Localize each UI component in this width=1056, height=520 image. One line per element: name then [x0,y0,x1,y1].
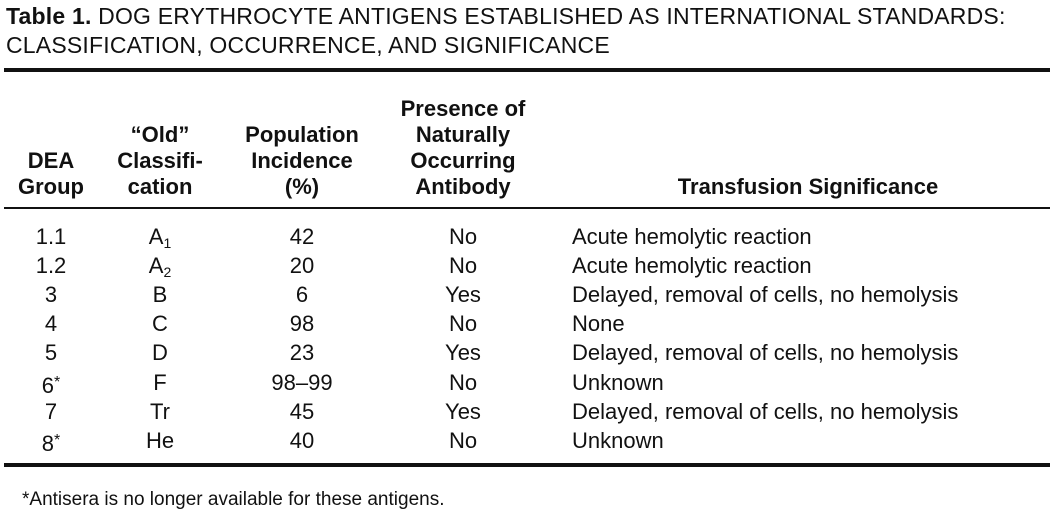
cell-population-incidence: 20 [289,253,315,279]
dea-group-value: 7 [44,398,58,424]
table-row [0,224,1056,250]
cell-old-classification [104,311,216,337]
dea-group-value: 1.2 [35,253,67,279]
dea-group-value: 1.1 [35,224,67,249]
cell-population-incidence: 98 [289,311,315,337]
cell-dea-group [8,311,94,337]
cell-population-incidence: 42 [289,224,315,249]
cell-old-classification [104,370,216,396]
table-row [0,399,1056,425]
cell-old-classification [104,253,216,285]
cell-population-incidence: 6 [295,282,309,308]
old-classification-subscript: 1 [163,235,172,251]
dea-group-value: 5 [44,340,58,366]
table-row [0,340,1056,366]
table-row [0,428,1056,454]
cell-naturally-occurring-antibody: No [448,427,478,453]
table-row [0,370,1056,396]
header-line: Naturally [415,122,511,147]
table-row [0,253,1056,279]
header-transfusion-significance [570,74,1046,200]
cell-dea-group [8,253,94,279]
cell-old-classification [104,399,216,425]
table-top-rule [4,68,1050,72]
old-classification-value: A [148,224,164,249]
table-caption-text: DOG ERYTHROCYTE ANTIGENS ESTABLISHED AS INTERNATIONAL STANDARDS: CLASSIFICATION, OCCURRENCE, AND SIGNIFICANCE [6,3,1006,58]
cell-old-classification [104,224,216,256]
header-old-classification [104,74,216,200]
header-naturally-occurring-antibody [384,74,542,200]
dea-group-value: 3 [44,282,58,308]
footnote-marker: * [54,431,61,449]
table-bottom-rule [4,463,1050,467]
old-classification-value: Tr [150,398,170,424]
old-classification-value: F [153,369,167,395]
header-line: Group [18,174,84,199]
cell-population-incidence: 40 [289,427,315,453]
old-classification-value: B [152,282,168,308]
old-classification-value: D [152,340,168,366]
header-line: Antibody [415,174,511,199]
cell-naturally-occurring-antibody: No [448,253,478,279]
cell-naturally-occurring-antibody: No [448,311,478,337]
header-line: cation [127,174,193,199]
header-population-incidence [226,74,378,200]
cell-dea-group [8,340,94,366]
header-line: Transfusion Significance [677,174,939,199]
cell-population-incidence: 45 [289,398,315,424]
cell-transfusion-significance: None [572,311,625,337]
header-line: Occurring [410,148,516,173]
header-line: Presence of [400,96,526,121]
footnote-marker: * [54,373,61,391]
header-line: Classifi- [117,148,203,173]
cell-old-classification [104,340,216,366]
cell-dea-group [8,428,94,457]
header-line: (%) [284,174,320,199]
header-line: Population [245,122,359,147]
old-classification-value: C [152,311,168,337]
old-classification-subscript: 2 [163,264,172,281]
cell-dea-group [8,399,94,425]
header-line: “Old” [130,122,190,147]
cell-dea-group [8,282,94,308]
cell-population-incidence: 98–99 [271,369,333,395]
dea-group-value: 8 [41,430,54,456]
cell-population-incidence: 23 [289,340,315,366]
header-line: DEA [27,148,75,173]
cell-old-classification [104,282,216,308]
cell-transfusion-significance: Delayed, removal of cells, no hemolysis [572,340,959,366]
table-caption [6,2,1046,60]
table-caption-label: Table 1. [6,3,92,29]
cell-transfusion-significance: Unknown [572,369,664,395]
dea-group-value: 4 [44,311,58,337]
cell-dea-group [8,370,94,399]
cell-naturally-occurring-antibody: No [448,224,478,249]
table-footnote: *Antisera is no longer available for these antigens. [22,489,445,510]
table-row [0,282,1056,308]
old-classification-value: A [148,253,164,279]
cell-naturally-occurring-antibody: Yes [445,398,481,424]
header-line: Incidence [251,148,353,173]
cell-transfusion-significance: Delayed, removal of cells, no hemolysis [572,282,959,308]
table-header-rule [4,207,1050,209]
cell-old-classification [104,428,216,454]
old-classification-value: He [145,427,175,453]
cell-transfusion-significance: Acute hemolytic reaction [572,253,812,279]
cell-naturally-occurring-antibody: Yes [445,340,481,366]
dea-group-value: 6 [41,372,54,398]
cell-transfusion-significance: Unknown [572,427,664,453]
cell-transfusion-significance: Acute hemolytic reaction [572,224,812,249]
header-dea-group [8,74,94,200]
cell-naturally-occurring-antibody: Yes [445,282,481,308]
table-row [0,311,1056,337]
cell-dea-group [8,224,94,250]
cell-transfusion-significance: Delayed, removal of cells, no hemolysis [572,398,959,424]
cell-naturally-occurring-antibody: No [448,369,478,395]
